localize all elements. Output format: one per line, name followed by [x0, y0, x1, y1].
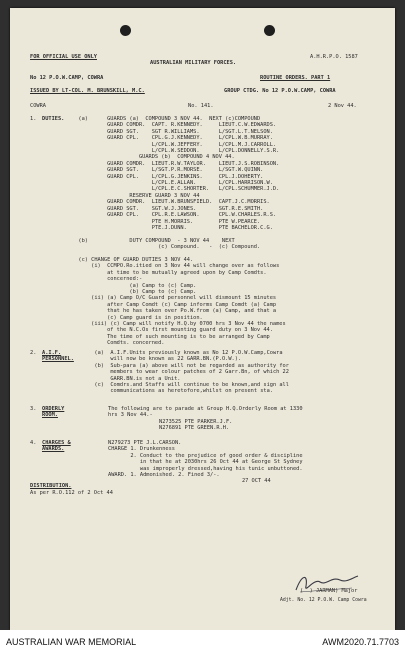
order-date: 2 Nov 44.: [328, 103, 357, 109]
archive-footer: [0, 630, 405, 653]
text-line: The time of such mounting is to be arranged by Camp: [72, 333, 270, 340]
text-line: GARR.BN.is not a Unit.: [88, 375, 181, 382]
text-line: GUARD CPL. CPL.R.E.LAWSON. CPL.W.CHARLES.R.S.: [72, 212, 277, 219]
aif-title-2: PERSONNEL.: [42, 356, 74, 362]
text-line: concerned:-: [72, 276, 143, 283]
archive-name: AUSTRALIAN WAR MEMORIAL: [6, 636, 137, 647]
duties-section: [72, 116, 286, 347]
text-line: CHARGE 1. Drunkenness: [108, 446, 175, 453]
orderly-section: [108, 406, 303, 432]
text-line: (a) A.I.F.Units previously known as No 12 P.O.W.Camp,Cowra: [88, 350, 283, 356]
text-line: will now be known as 22 GARR.BN.(P.O.W.).: [88, 356, 242, 363]
routine-orders-title: ROUTINE ORDERS. PART 1: [260, 75, 331, 81]
text-line: 27 OCT 44: [108, 478, 271, 485]
text-line: N273525 PTE PARKER.J.F.: [108, 418, 233, 425]
duties-number: 1.: [30, 116, 37, 122]
text-line: GUARD SGT. L/SGT.P.R.MORSE. L/SGT.W.QUINN.: [72, 167, 264, 174]
charges-section: [108, 440, 303, 485]
text-line: after Camp Comdt (c) Camp informs Camp Comdt (a) Camp: [72, 301, 277, 308]
text-line: (b) Sub-para (a) above will not be regarded as authority for: [88, 362, 289, 369]
text-line: GUARD SGT. SGT.W.J.JONES. SGT.R.E.SMITH.: [72, 205, 264, 212]
aif-title: A.I.F.: [42, 350, 62, 356]
duties-title: DUTIES.: [42, 116, 65, 122]
text-line: GUARD SGT. SGT R.WILLIAMS. L/SGT.L.T.NELSON.: [72, 128, 273, 135]
archive-accession-number: AWM2020.71.7703: [322, 636, 399, 647]
text-line: (c) Camp guard is in position.: [72, 314, 203, 321]
punch-hole: [264, 25, 275, 36]
orderly-number: 3.: [30, 406, 37, 412]
text-line: (ii) (a) Camp O/C Guard personnel will dismount 15 minutes: [72, 295, 277, 302]
orderly-title: ORDERLY: [42, 406, 65, 412]
document-page: [10, 8, 395, 630]
aif-number: 2.: [30, 350, 37, 356]
text-line: (b) Camp to (c) Camp.: [72, 288, 197, 295]
punch-hole: [120, 25, 131, 36]
text-line: GUARDS (b) COMPOUND 4 NOV 44.: [72, 154, 235, 161]
text-line: (i) CCMPO.Ro.itied on 3 Nov 44 will change over as follows: [72, 263, 280, 270]
text-line: L/CPL.W.JEFFERY. L/CPL.M.J.CARROLL.: [72, 141, 277, 148]
text-line: (b) DUTY COMPOUND - 3 NOV 44 NEXT: [72, 237, 235, 244]
text-line: L/CPL.E.ALLAN. L/CPL.HARRISON.W.: [72, 180, 273, 187]
text-line: L/CPL.E.C.SHORTER. L/CPL.SCHUMMER.J.D.: [72, 186, 280, 193]
text-line: L/CPL.W.SEDDON. L/CPL.DONNELLY.S.R.: [72, 148, 280, 155]
text-line: PTE H.MORRIS. PTE W.PEARCE.: [72, 218, 261, 225]
text-line: (a) Camp to (c) Camp.: [72, 282, 197, 289]
text-line: GUARD CPL. L/CPL.G.JENKINS. CPL.J.DOHERTY.: [72, 173, 264, 180]
charges-title-2: AWARDS.: [42, 446, 65, 452]
text-line: N279273 PTE J.L.CARSON.: [108, 440, 182, 446]
text-line: (a) GUARDS (a) COMPOUND 3 NOV 44. NEXT (c)COMPOUND: [72, 116, 261, 122]
group-name: GROUP CTDG. No 12 P.O.W.CAMP, COWRA: [224, 88, 336, 94]
text-line: GUARD COMDR. CAPT. R.KENNEDY. LIEUT.C.W.EDWARDS.: [72, 122, 277, 129]
issued-by: ISSUED BY LT-COL. M. BRUNSKILL, M.C.: [30, 88, 145, 94]
text-line: that he has taken over Po.W.from (a) Camp, and that a: [72, 308, 277, 315]
text-line: was improperly dressed,having his tunic unbuttoned.: [108, 465, 303, 472]
reference-number: A.H.R.P.O. 1587: [310, 54, 358, 60]
text-line: (c) Compound. - (c) Compound.: [72, 244, 261, 251]
text-line: (c) Comdrs.and Staffs will continue to be known,and sign all: [88, 382, 289, 389]
text-line: 2. Conduct to the prejudice of good order & discipline: [108, 452, 303, 459]
text-line: communications as heretofore,whilst on present sta.: [88, 388, 273, 395]
text-line: Comdts. concerned.: [72, 340, 165, 347]
orderly-title-2: ROOM.: [42, 412, 58, 418]
charges-number: 4.: [30, 440, 37, 446]
text-line: PTE.J.DUNN. PTE BACHELOR.C.G.: [72, 224, 273, 231]
text-line: (iii) (c) Camp will notify H.Q.by 0700 hrs 3 Nov 44 the names: [72, 321, 286, 327]
text-line: hrs 3 Nov 44.-: [108, 412, 153, 419]
text-line: N276891 PTE GREEN.R.H.: [108, 425, 230, 432]
text-line: RESERVE GUARD 3 NOV 44: [72, 192, 200, 199]
organisation-title: AUSTRALIAN MILITARY FORCES.: [150, 60, 237, 66]
signatory-title: Adjt. No. 12 P.O.W. Camp Cowra: [280, 598, 367, 603]
camp-name: No 12 P.O.W.CAMP, COWRA: [30, 75, 104, 81]
distribution-title: DISTRIBUTION.: [30, 483, 72, 489]
text-line: in that he at 2030hrs 26 Oct 44 at George St Sydney: [108, 459, 303, 466]
text-line: GUARD COMDR. LIEUT.W.BRUNSFIELD. CAPT.J.C.MORRIS.: [72, 199, 270, 206]
official-use-label: FOR OFFICIAL USE ONLY: [30, 54, 97, 60]
text-line: at time to be mutually agreed upon by Camp Comdts.: [72, 269, 267, 276]
charges-title: CHARGES &: [42, 440, 71, 446]
place: COWRA: [30, 103, 46, 109]
text-line: GUARD CPL. CPL.G.J.KENNEDY. L/CPL.W.B.MURRAY.: [72, 135, 273, 142]
text-line: AWARD. 1. Admonished. 2. Fined 3/-.: [108, 472, 220, 479]
signatory-name: ( ) JARMAN) Major: [300, 588, 358, 594]
order-number: No. 141.: [188, 103, 214, 109]
text-line: The following are to parade at Group H.Q.Orderly Room at 1330: [108, 406, 303, 412]
aif-section: [88, 350, 289, 395]
distribution-text: As per R.O.112 of 2 Oct 44: [30, 490, 113, 496]
text-line: members to wear colour patches of 2 Garr.Bn, of which 22: [88, 369, 289, 376]
text-line: (c) CHANGE OF GUARD DUTIES 3 NOV 44.: [72, 256, 194, 263]
text-line: of the N.C.Os first mounting guard duty on 3 Nov 44.: [72, 327, 273, 334]
text-line: GUARD COMDR. LIEUT.R.W.TAYLOR. LIEUT.J.S.ROBINSON.: [72, 160, 280, 167]
